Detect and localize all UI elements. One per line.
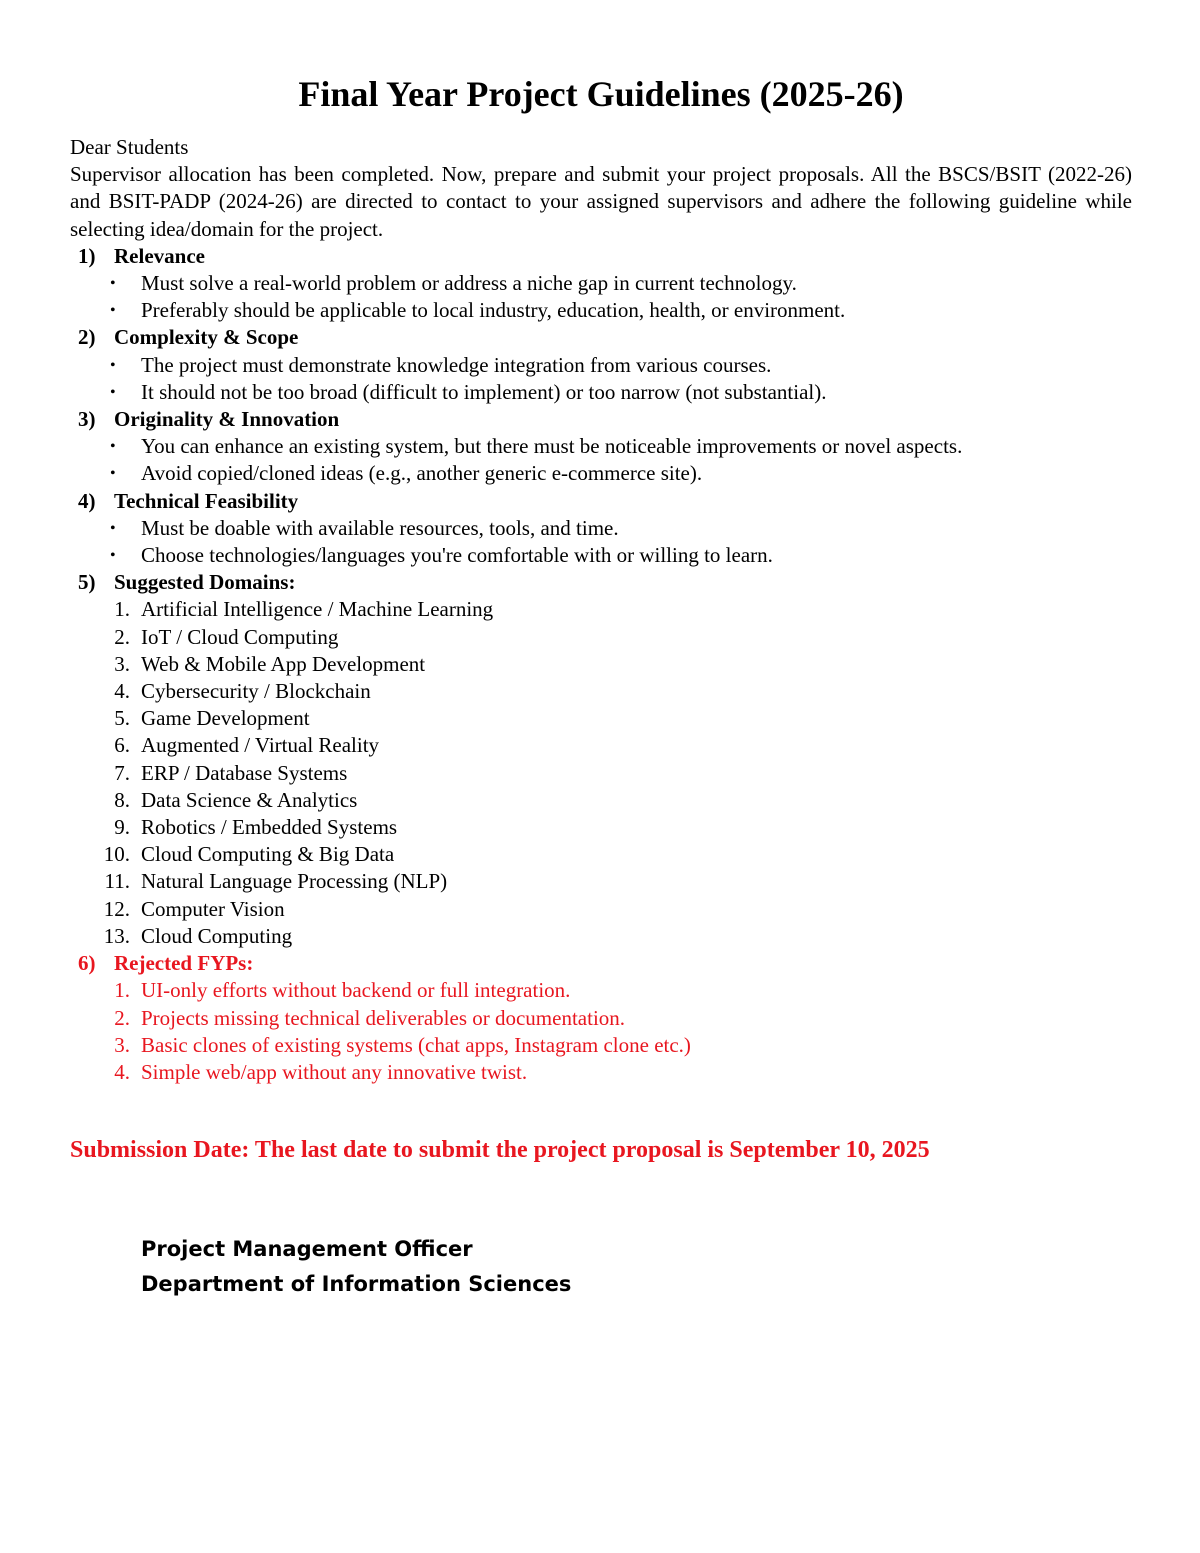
bullet-list [70, 270, 1132, 324]
item-number: 7. [114, 760, 130, 785]
item-number: 8. [114, 787, 130, 812]
domain-item [70, 841, 1132, 868]
item-text: Cybersecurity / Blockchain [141, 679, 371, 704]
bullet-list [70, 352, 1132, 406]
item-number: 2. [114, 624, 130, 649]
item-text: Augmented / Virtual Reality [141, 733, 380, 758]
section-number: 4) [78, 488, 96, 513]
document-page [70, 70, 1132, 1302]
item-text: Game Development [141, 706, 310, 731]
domain-item [70, 923, 1132, 950]
item-number: 3. [114, 651, 130, 676]
bullet-text: It should not be too broad (difficult to implement) or too narrow (not substantial). [141, 379, 827, 404]
domain-item [70, 896, 1132, 923]
item-text: Basic clones of existing systems (chat apps, Instagram clone etc.) [141, 1032, 691, 1057]
section-title: Suggested Domains: [114, 570, 296, 595]
bullet-text: Avoid copied/cloned ideas (e.g., another generic e-commerce site). [141, 461, 703, 486]
section-domains [70, 569, 1132, 950]
rejected-item [70, 1059, 1132, 1086]
item-number: 12. [103, 896, 130, 921]
domain-list [70, 596, 1132, 950]
section-rejected [70, 950, 1132, 1086]
domain-item [70, 596, 1132, 623]
domain-item [70, 868, 1132, 895]
item-number: 11. [104, 869, 130, 894]
domain-item [70, 705, 1132, 732]
domain-item [70, 732, 1132, 759]
item-number: 5. [114, 706, 130, 731]
bullet-item [70, 352, 1132, 379]
section-number: 6) [78, 951, 96, 976]
item-number: 1. [114, 597, 130, 622]
bullet-icon: • [110, 465, 116, 483]
section-title: Rejected FYPs: [114, 951, 254, 976]
section-heading [70, 569, 1132, 596]
item-text: Data Science & Analytics [141, 787, 358, 812]
bullet-item [70, 460, 1132, 487]
section-heading [70, 406, 1132, 433]
bullet-icon: • [110, 302, 116, 320]
bullet-item [70, 379, 1132, 406]
rejected-item [70, 1005, 1132, 1032]
section-heading [70, 324, 1132, 351]
bullet-icon: • [110, 275, 116, 293]
bullet-list [70, 515, 1132, 569]
section-number: 5) [78, 570, 96, 595]
section-number: 1) [78, 243, 96, 268]
signature-role: Project Management Officer [141, 1237, 473, 1262]
domain-item [70, 624, 1132, 651]
domain-item [70, 787, 1132, 814]
item-number: 13. [103, 923, 130, 948]
bullet-text: Choose technologies/languages you're comfortable with or willing to learn. [141, 543, 773, 568]
item-number: 4. [114, 1059, 130, 1084]
bullet-icon: • [110, 519, 116, 537]
bullet-text: You can enhance an existing system, but there must be noticeable improvements or novel aspects. [141, 434, 963, 459]
bullet-item [70, 515, 1132, 542]
item-text: Natural Language Processing (NLP) [141, 869, 448, 894]
section-heading [70, 488, 1132, 515]
bullet-item [70, 270, 1132, 297]
section-number: 2) [78, 325, 96, 350]
guideline-section [70, 243, 1132, 325]
item-text: Artificial Intelligence / Machine Learning [141, 597, 494, 622]
bullet-item [70, 542, 1132, 569]
item-text: Computer Vision [141, 896, 285, 921]
section-number: 3) [78, 407, 96, 432]
section-heading [70, 950, 1132, 977]
bullet-icon: • [110, 356, 116, 374]
submission-date: Submission Date: The last date to submit the project proposal is September 10, 2025 [70, 1137, 930, 1164]
rejected-list [70, 977, 1132, 1086]
item-text: Projects missing technical deliverables or documentation. [141, 1005, 626, 1030]
bullet-text: The project must demonstrate knowledge integration from various courses. [141, 352, 772, 377]
item-text: Simple web/app without any innovative twist. [141, 1059, 528, 1084]
item-number: 6. [114, 733, 130, 758]
bullet-text: Must solve a real-world problem or address a niche gap in current technology. [141, 271, 797, 296]
item-number: 9. [114, 815, 130, 840]
item-text: IoT / Cloud Computing [141, 624, 339, 649]
domain-item [70, 678, 1132, 705]
domain-item [70, 760, 1132, 787]
signature-block [70, 1232, 1132, 1302]
bullet-item [70, 297, 1132, 324]
section-title: Technical Feasibility [114, 488, 299, 513]
bullet-list [70, 433, 1132, 487]
section-title: Relevance [114, 243, 205, 268]
item-number: 10. [103, 842, 130, 867]
domain-item [70, 814, 1132, 841]
bullet-text: Must be doable with available resources, tools, and time. [141, 515, 619, 540]
bullet-text: Preferably should be applicable to local industry, education, health, or environment. [141, 298, 846, 323]
item-number: 1. [114, 978, 130, 1003]
bullet-icon: • [110, 438, 116, 456]
rejected-item [70, 977, 1132, 1004]
salutation: Dear Students [70, 135, 189, 159]
bullet-icon: • [110, 547, 116, 565]
item-text: UI-only efforts without backend or full integration. [141, 978, 571, 1003]
guideline-sections [70, 243, 1132, 569]
item-text: Cloud Computing [141, 923, 293, 948]
domain-item [70, 651, 1132, 678]
item-text: Cloud Computing & Big Data [141, 842, 395, 867]
item-number: 4. [114, 679, 130, 704]
item-text: ERP / Database Systems [141, 760, 348, 785]
section-title: Complexity & Scope [114, 325, 299, 350]
intro-paragraph: Supervisor allocation has been completed. Now, prepare and submit your project proposals. All the BSCS/BSIT (2022-26) and BSIT-PADP (2024-26) are directed to contact to your assigned supervisors and adhere the following guideline while selecting idea/domain for the project. [70, 162, 1132, 241]
bullet-item [70, 433, 1132, 460]
item-number: 3. [114, 1032, 130, 1057]
guideline-section [70, 324, 1132, 406]
section-heading [70, 243, 1132, 270]
item-number: 2. [114, 1005, 130, 1030]
bullet-icon: • [110, 383, 116, 401]
item-text: Robotics / Embedded Systems [141, 815, 398, 840]
section-title: Originality & Innovation [114, 407, 340, 432]
rejected-item [70, 1032, 1132, 1059]
page-title: Final Year Project Guidelines (2025-26) [298, 74, 904, 114]
item-text: Web & Mobile App Development [141, 651, 426, 676]
signature-department: Department of Information Sciences [141, 1272, 572, 1297]
guideline-section [70, 488, 1132, 570]
guideline-section [70, 406, 1132, 488]
